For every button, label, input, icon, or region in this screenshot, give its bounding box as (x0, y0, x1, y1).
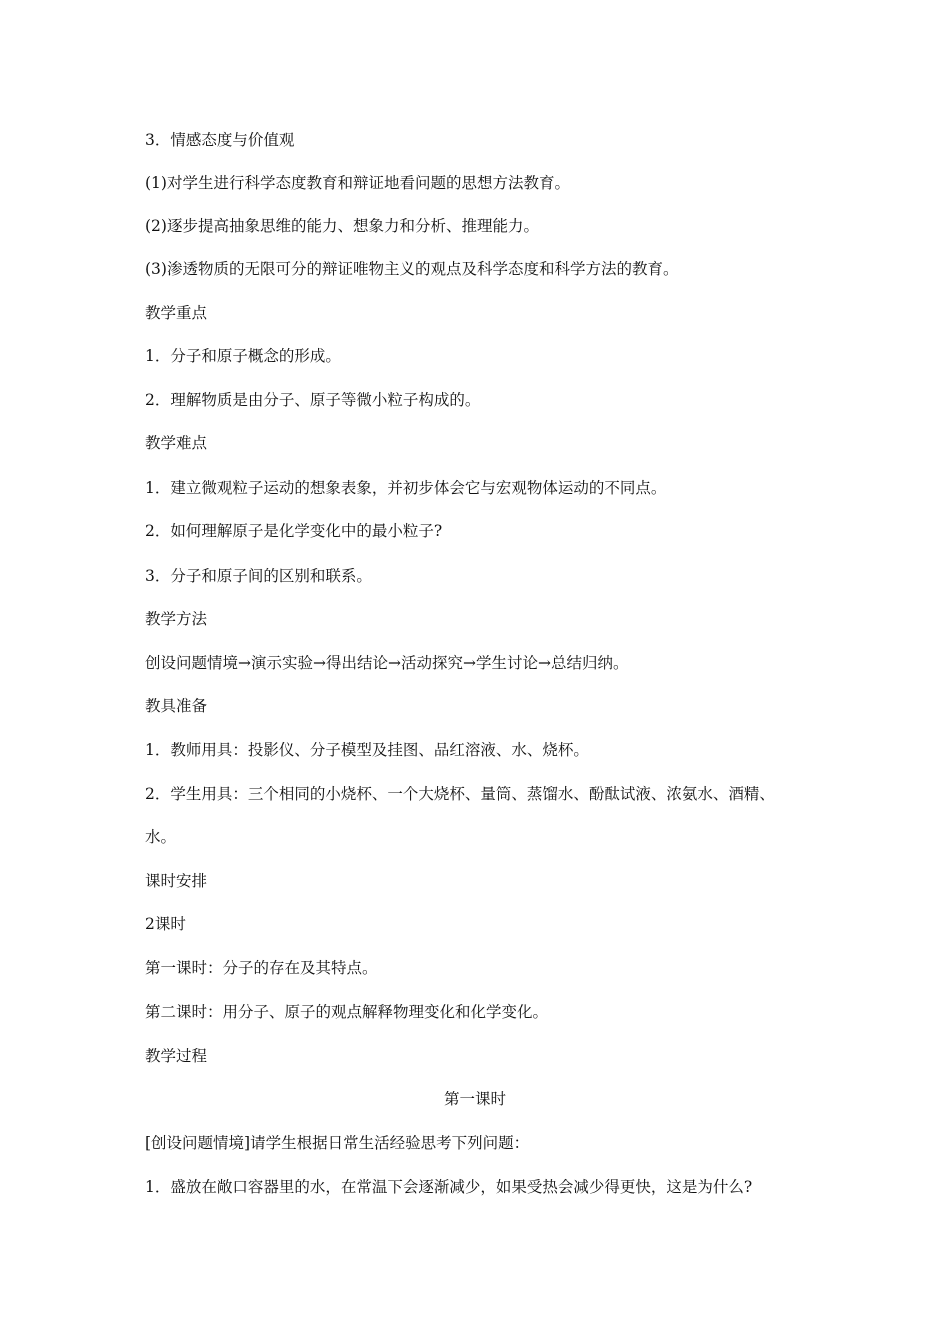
paragraph: 2．理解物质是由分子、原子等微小粒子构成的。 (145, 391, 481, 409)
section-heading: 教学方法 (145, 610, 208, 628)
paragraph: 1．教师用具：投影仪、分子模型及挂图、品红溶液、水、烧杯。 (145, 741, 589, 759)
paragraph-continuation: 水。 (145, 828, 177, 846)
lesson-title: 第一课时 (443, 1090, 506, 1108)
paragraph: 创设问题情境→演示实验→得出结论→活动探究→学生讨论→总结归纳。 (145, 654, 629, 672)
paragraph: 第一课时：分子的存在及其特点。 (145, 959, 378, 977)
paragraph: (1)对学生进行科学态度教育和辩证地看问题的思想方法教育。 (145, 174, 570, 192)
section-heading: 教学难点 (145, 434, 208, 452)
paragraph: (3)渗透物质的无限可分的辩证唯物主义的观点及科学态度和科学方法的教育。 (145, 260, 679, 278)
paragraph: [创设问题情境]请学生根据日常生活经验思考下列问题： (145, 1134, 530, 1152)
paragraph: 1．盛放在敞口容器里的水，在常温下会逐渐减少，如果受热会减少得更快，这是为什么? (145, 1178, 753, 1196)
paragraph: 2．学生用具：三个相同的小烧杯、一个大烧杯、量筒、蒸馏水、酚酞试液、浓氨水、酒精、 (145, 785, 775, 803)
paragraph: (2)逐步提高抽象思维的能力、想象力和分析、推理能力。 (145, 217, 539, 235)
section-heading: 教学重点 (145, 304, 208, 322)
subsection-heading: 3．情感态度与价值观 (145, 131, 295, 149)
section-heading: 课时安排 (145, 872, 208, 890)
section-heading: 教学过程 (145, 1047, 208, 1065)
paragraph: 1．建立微观粒子运动的想象表象，并初步体会它与宏观物体运动的不同点。 (145, 479, 667, 497)
paragraph: 2课时 (145, 915, 186, 933)
paragraph: 3．分子和原子间的区别和联系。 (145, 567, 372, 585)
paragraph: 第二课时：用分子、原子的观点解释物理变化和化学变化。 (145, 1003, 549, 1021)
paragraph: 2．如何理解原子是化学变化中的最小粒子? (145, 522, 443, 540)
paragraph: 1．分子和原子概念的形成。 (145, 347, 341, 365)
section-heading: 教具准备 (145, 697, 208, 715)
